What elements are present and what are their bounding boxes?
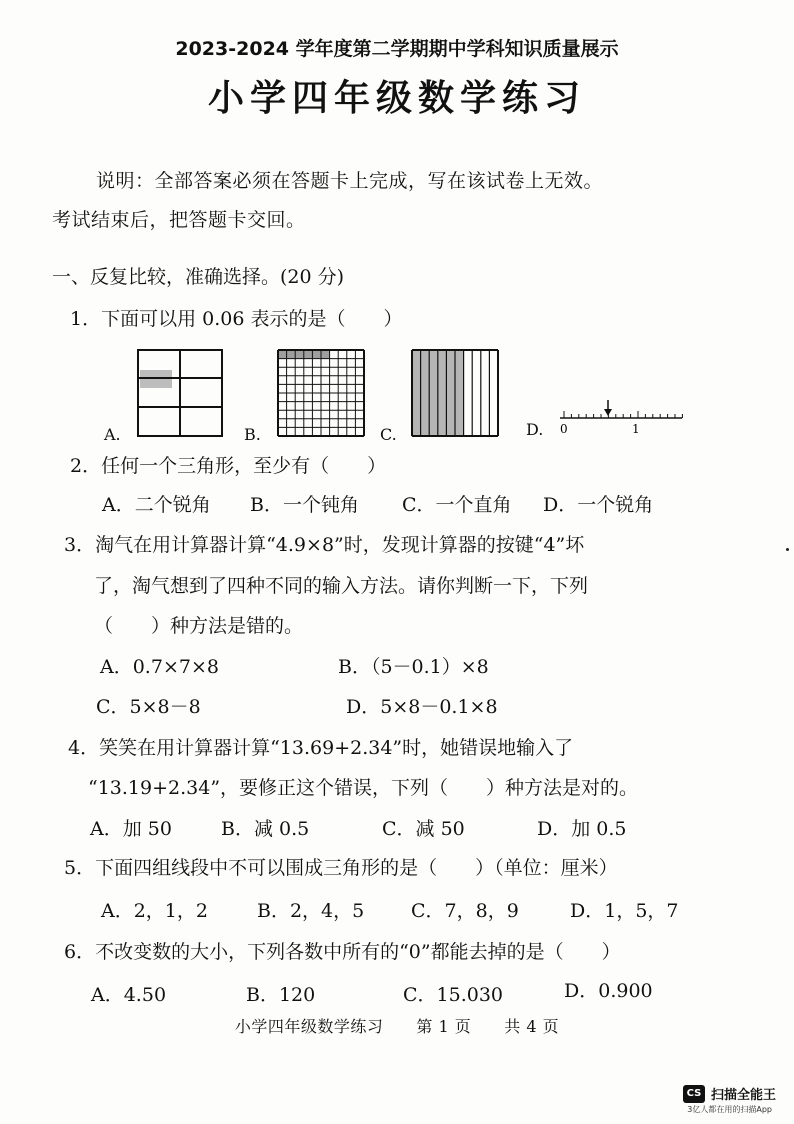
- question-5-stem: 5．下面四组线段中不可以围成三角形的是（ ）（单位：厘米）: [64, 857, 618, 879]
- shaded-column: [412, 350, 421, 436]
- question-4-line-2: “13.19+2.34”，要修正这个错误，下列（ ）种方法是对的。: [88, 777, 639, 799]
- q3-option-a: A．0.7×7×8: [100, 656, 219, 678]
- q3-option-c: C．5×8－8: [96, 696, 201, 718]
- q2-option-a: A．二个锐角: [102, 494, 211, 516]
- shaded-small-cell: [304, 350, 313, 359]
- q4-option-a: A．加 50: [90, 818, 172, 840]
- q4-option-b: B．减 0.5: [221, 818, 310, 840]
- q5-option-b: B．2，4，5: [257, 900, 365, 922]
- q3-option-b: B．（5－0.1）×8: [338, 656, 489, 678]
- scan-speck: [786, 548, 789, 551]
- question-1-stem: 1．下面可以用 0.06 表示的是（ ）: [70, 308, 403, 330]
- q6-option-d: D．0.900: [564, 980, 653, 1002]
- q6-option-c: C．15.030: [403, 984, 504, 1006]
- shaded-small-cell: [278, 350, 287, 359]
- shaded-column: [446, 350, 455, 436]
- camscanner-logo-icon: CS: [683, 1085, 705, 1103]
- q1-option-b-label: B.: [244, 425, 261, 444]
- numberline-label-1: 1: [632, 422, 640, 436]
- q5-option-c: C．7，8，9: [411, 900, 519, 922]
- exam-subtitle: 2023-2024 学年度第二学期期中学科知识质量展示: [175, 38, 619, 60]
- scanner-tagline: 3亿人都在用的扫描App: [687, 1105, 772, 1114]
- q1-figure-c-column-grid: [408, 346, 502, 440]
- down-arrow-icon: [604, 409, 612, 416]
- q2-option-c: C．一个直角: [402, 494, 512, 516]
- q1-figure-b-hundred-grid: [274, 348, 368, 440]
- question-2-stem: 2．任何一个三角形，至少有（ ）: [70, 455, 387, 477]
- question-3-line-3: （ ）种方法是错的。: [94, 615, 304, 637]
- shaded-column: [421, 350, 430, 436]
- q5-option-d: D．1，5，7: [570, 900, 679, 922]
- q1-option-c-label: C.: [380, 425, 397, 444]
- q1-figure-a-grid: [134, 348, 224, 438]
- exam-title: 小学四年级数学练习: [207, 77, 586, 119]
- numberline-label-0: 0: [560, 422, 568, 436]
- q4-option-d: D．加 0.5: [537, 818, 627, 840]
- page-footer: 小学四年级数学练习 第 1 页 共 4 页: [234, 1017, 560, 1036]
- q1-option-d-label: D.: [526, 420, 544, 439]
- q2-option-d: D．一个锐角: [543, 494, 654, 516]
- instructions-line-1: 说明：全部答案必须在答题卡上完成，写在该试卷上无效。: [96, 170, 604, 192]
- q6-option-a: A．4.50: [91, 984, 167, 1006]
- question-4-line-1: 4．笑笑在用计算器计算“13.69+2.34”时，她错误地输入了: [68, 737, 574, 759]
- question-3-line-1: 3．淘气在用计算器计算“4.9×8”时，发现计算器的按键“4”坏: [64, 534, 585, 556]
- section-heading: 一、反复比较，准确选择。(20 分): [52, 266, 345, 288]
- scanner-name: 扫描全能王: [710, 1088, 776, 1103]
- shaded-small-cell: [321, 350, 330, 359]
- shaded-column: [438, 350, 447, 436]
- shaded-small-cell: [312, 350, 321, 359]
- scanner-watermark: [683, 1084, 776, 1103]
- q1-figure-d-number-line: [556, 396, 688, 436]
- shaded-small-cell: [287, 350, 296, 359]
- instructions-line-2: 考试结束后，把答题卡交回。: [52, 209, 306, 231]
- shaded-small-cell: [295, 350, 304, 359]
- q6-option-b: B．120: [246, 984, 316, 1006]
- q3-option-d: D．5×8－0.1×8: [346, 696, 498, 718]
- q5-option-a: A．2，1，2: [101, 900, 208, 922]
- shaded-column: [429, 350, 438, 436]
- q4-option-c: C．减 50: [382, 818, 465, 840]
- question-3-line-2: 了，淘气想到了四种不同的输入方法。请你判断一下，下列: [94, 575, 589, 597]
- question-6-stem: 6．不改变数的大小，下列各数中所有的“0”都能去掉的是（ ）: [64, 941, 621, 963]
- q1-option-a-label: A.: [104, 425, 121, 444]
- shaded-column: [455, 350, 464, 436]
- q2-option-b: B．一个钝角: [250, 494, 359, 516]
